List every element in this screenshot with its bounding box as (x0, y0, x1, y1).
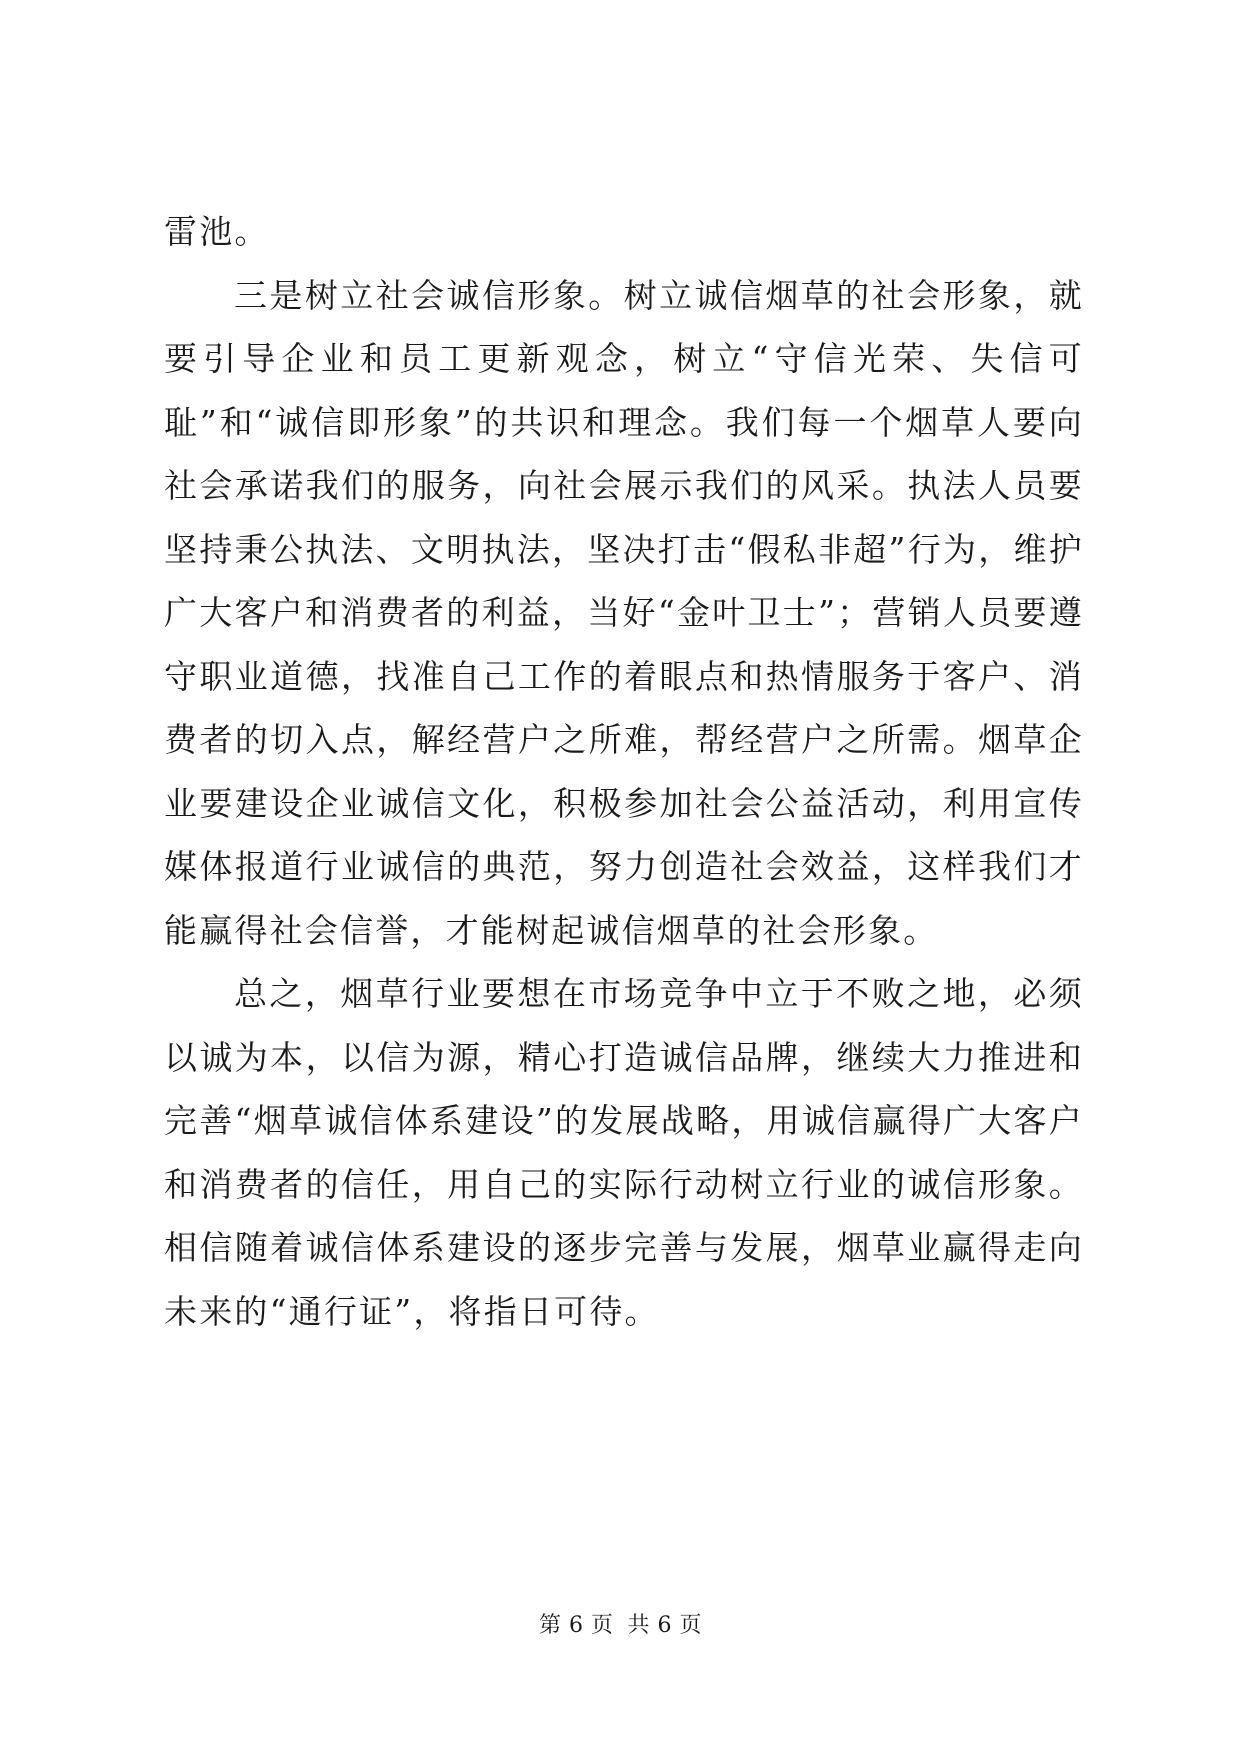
page-footer (0, 1608, 1241, 1639)
paragraph-continuation: 雷池。 (164, 212, 270, 251)
paragraph-social-credit-image: 三是树立社会诚信形象。树立诚信烟草的社会形象，就要引导企业和员工更新观念，树立“守信光荣、失信可耻”和“诚信即形象”的共识和理念。我们每一个烟草人要向社会承诺我们的服务，向社会展示我们的风采。执法人员要坚持秉公执法、文明执法，坚决打击“假私非超”行为，维护广大客户和消费者的利益，当好“金叶卫士”；营销人员要遵守职业道德，找准自己工作的着眼点和热情服务于客户、消费者的切入点，解经营户之所难，帮经营户之所需。烟草企业要建设企业诚信文化，积极参加社会公益活动，利用宣传媒体报道行业诚信的典范，努力创造社会效益，这样我们才能赢得社会信誉，才能树起诚信烟草的社会形象。 (164, 275, 1084, 950)
page-total: 共 6 页 (627, 1613, 702, 1638)
document-body (164, 200, 1084, 1343)
paragraph-conclusion: 总之，烟草行业要想在市场竞争中立于不败之地，必须以诚为本，以信为源，精心打造诚信品牌，继续大力推进和完善“烟草诚信体系建设”的发展战略，用诚信赢得广大客户和消费者的信任，用自己的实际行动树立行业的诚信形象。相信随着诚信体系建设的逐步完善与发展，烟草业赢得走向未来的“通行证”，将指日可待。 (164, 974, 1084, 1331)
page-number: 第 6 页 (539, 1613, 614, 1638)
